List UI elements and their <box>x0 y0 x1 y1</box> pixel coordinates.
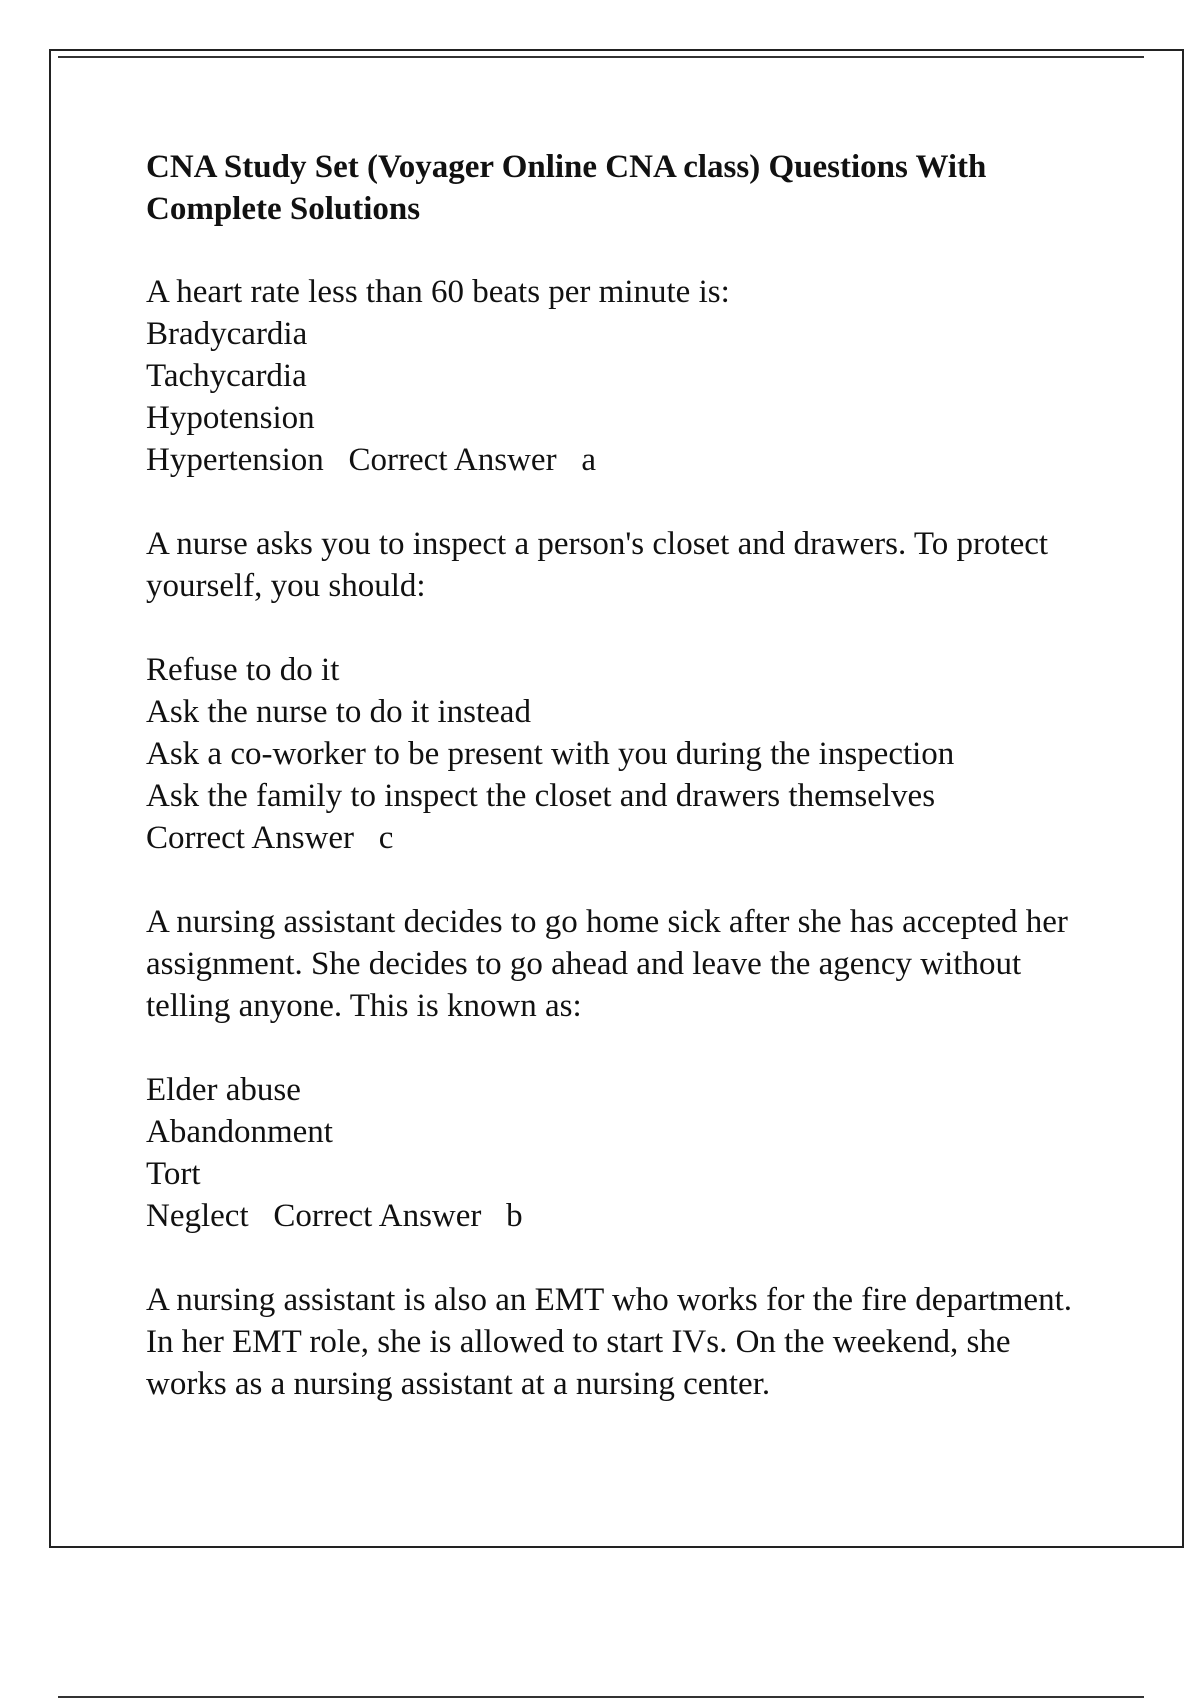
document-body <box>146 146 1096 1447</box>
option: Ask the nurse to do it instead <box>146 694 531 730</box>
option: Elder abuse <box>146 1072 301 1108</box>
answer-line <box>146 817 1096 859</box>
question-3 <box>146 901 1096 1237</box>
option: Abandonment <box>146 1114 333 1150</box>
question-2 <box>146 523 1096 859</box>
option-with-answer <box>146 1195 1096 1237</box>
question-prompt: A heart rate less than 60 beats per minute is: <box>146 274 730 310</box>
answer-value: a <box>581 442 596 478</box>
answer-label: Correct Answer <box>273 1198 482 1234</box>
question-4 <box>146 1279 1096 1405</box>
question-prompt: A nursing assistant is also an EMT who works for the fire department. In her EMT role, she is allowed to start IVs. On the weekend, she works as a nursing assistant at a nursing center. <box>146 1282 1072 1402</box>
question-1 <box>146 271 1096 481</box>
option: Refuse to do it <box>146 652 340 688</box>
option: Hypotension <box>146 400 315 436</box>
answer-value: b <box>506 1198 523 1234</box>
option: Ask a co-worker to be present with you during the inspection <box>146 736 955 772</box>
bottom-rule <box>58 1696 1144 1698</box>
document-title: CNA Study Set (Voyager Online CNA class) Questions With Complete Solutions <box>146 149 987 227</box>
top-rule <box>58 56 1144 58</box>
option: Neglect <box>146 1198 249 1234</box>
question-prompt: A nurse asks you to inspect a person's closet and drawers. To protect yourself, you should: <box>146 526 1049 604</box>
answer-label: Correct Answer <box>348 442 557 478</box>
answer-label: Correct Answer <box>146 820 355 856</box>
answer-value: c <box>378 820 394 856</box>
option-with-answer <box>146 439 1096 481</box>
option: Hypertension <box>146 442 324 478</box>
option: Bradycardia <box>146 316 308 352</box>
option: Tachycardia <box>146 358 307 394</box>
option: Tort <box>146 1156 201 1192</box>
option: Ask the family to inspect the closet and drawers themselves <box>146 778 936 814</box>
question-prompt: A nursing assistant decides to go home sick after she has accepted her assignment. She decides to go ahead and leave the agency without telling anyone. This is known as: <box>146 904 1068 1024</box>
